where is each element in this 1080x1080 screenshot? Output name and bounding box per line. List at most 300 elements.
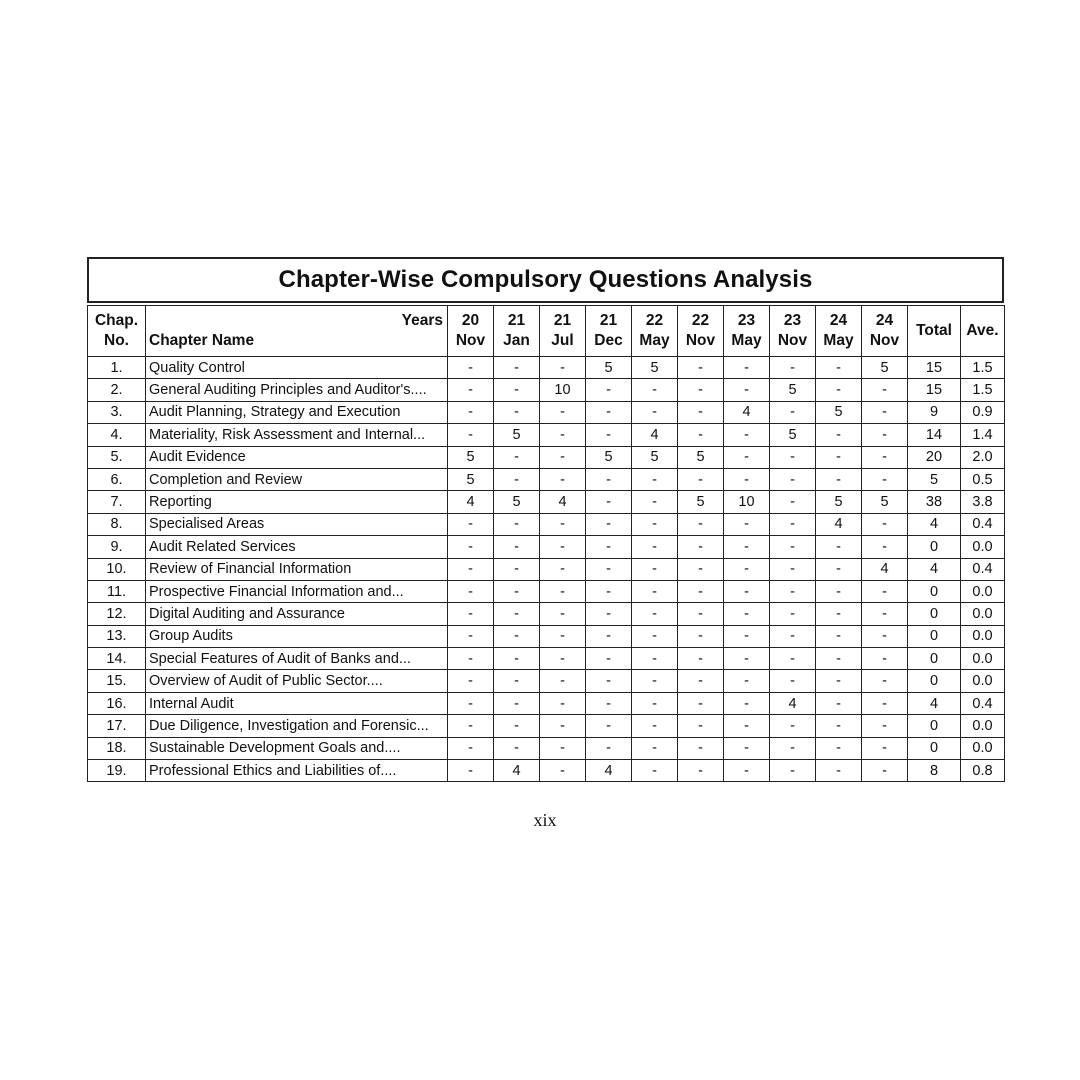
marks-cell: -: [448, 401, 494, 423]
chap-no-header-line-1: Chap.: [94, 312, 139, 329]
marks-cell: -: [448, 692, 494, 714]
marks-cell: -: [448, 760, 494, 782]
marks-cell: 5: [494, 491, 540, 513]
marks-cell: -: [678, 760, 724, 782]
marks-cell: -: [540, 401, 586, 423]
marks-cell: -: [632, 491, 678, 513]
table-row: [88, 737, 1005, 759]
chapter-number-cell: 5.: [88, 446, 146, 468]
marks-cell: -: [678, 625, 724, 647]
marks-cell: -: [816, 670, 862, 692]
marks-cell: -: [586, 401, 632, 423]
table-row: [88, 468, 1005, 490]
session-header: [816, 306, 862, 357]
chapter-name-cell: Due Diligence, Investigation and Forensic...: [146, 715, 448, 737]
marks-cell: -: [678, 424, 724, 446]
total-cell: 8: [908, 760, 961, 782]
marks-cell: 4: [632, 424, 678, 446]
total-header: Total: [908, 306, 961, 357]
marks-cell: 10: [724, 491, 770, 513]
marks-cell: -: [586, 536, 632, 558]
marks-cell: 5: [632, 357, 678, 379]
table-row: [88, 401, 1005, 423]
table-row: [88, 446, 1005, 468]
session-header: [724, 306, 770, 357]
total-cell: 0: [908, 670, 961, 692]
marks-cell: -: [724, 580, 770, 602]
marks-cell: -: [862, 670, 908, 692]
marks-cell: -: [448, 603, 494, 625]
marks-cell: -: [540, 670, 586, 692]
marks-cell: -: [494, 468, 540, 490]
marks-cell: -: [816, 468, 862, 490]
page-number: xix: [533, 810, 557, 830]
marks-cell: 4: [540, 491, 586, 513]
chapter-name-cell: General Auditing Principles and Auditor's....: [146, 379, 448, 401]
table-row: [88, 491, 1005, 513]
marks-cell: -: [724, 648, 770, 670]
marks-cell: -: [632, 513, 678, 535]
marks-cell: 5: [586, 446, 632, 468]
marks-cell: -: [540, 603, 586, 625]
total-cell: 15: [908, 379, 961, 401]
marks-cell: 5: [448, 468, 494, 490]
table-row: [88, 692, 1005, 714]
marks-cell: -: [678, 558, 724, 580]
chapter-name-cell: Completion and Review: [146, 468, 448, 490]
marks-cell: -: [724, 603, 770, 625]
marks-cell: -: [632, 379, 678, 401]
marks-cell: -: [494, 379, 540, 401]
average-cell: 0.5: [961, 468, 1005, 490]
marks-cell: -: [632, 715, 678, 737]
total-cell: 0: [908, 648, 961, 670]
chapter-number-cell: 11.: [88, 580, 146, 602]
marks-cell: -: [816, 648, 862, 670]
marks-cell: -: [862, 468, 908, 490]
marks-cell: -: [494, 715, 540, 737]
marks-cell: -: [862, 513, 908, 535]
marks-cell: 5: [678, 446, 724, 468]
marks-cell: -: [678, 401, 724, 423]
chapter-name-header: [146, 306, 448, 357]
marks-cell: -: [770, 670, 816, 692]
marks-cell: -: [678, 692, 724, 714]
average-cell: 0.8: [961, 760, 1005, 782]
table-row: [88, 648, 1005, 670]
marks-cell: -: [678, 715, 724, 737]
marks-cell: -: [678, 357, 724, 379]
marks-cell: -: [678, 670, 724, 692]
marks-cell: -: [678, 513, 724, 535]
marks-cell: -: [448, 357, 494, 379]
marks-cell: -: [540, 357, 586, 379]
marks-cell: -: [632, 401, 678, 423]
marks-cell: -: [586, 737, 632, 759]
chapter-number-cell: 14.: [88, 648, 146, 670]
marks-cell: -: [862, 692, 908, 714]
session-year: 21: [553, 312, 572, 329]
marks-cell: -: [540, 446, 586, 468]
marks-cell: -: [816, 446, 862, 468]
average-cell: 0.9: [961, 401, 1005, 423]
marks-cell: -: [816, 737, 862, 759]
average-cell: 0.0: [961, 536, 1005, 558]
marks-cell: 4: [494, 760, 540, 782]
table-row: [88, 357, 1005, 379]
chapter-name-cell: Materiality, Risk Assessment and Internal...: [146, 424, 448, 446]
marks-cell: -: [586, 580, 632, 602]
marks-cell: -: [494, 513, 540, 535]
chapter-name-cell: Reporting: [146, 491, 448, 513]
marks-cell: 4: [586, 760, 632, 782]
marks-cell: -: [816, 424, 862, 446]
marks-cell: -: [770, 357, 816, 379]
average-cell: 0.4: [961, 513, 1005, 535]
table-row: [88, 580, 1005, 602]
marks-cell: -: [724, 715, 770, 737]
total-cell: 0: [908, 580, 961, 602]
marks-cell: -: [586, 670, 632, 692]
marks-cell: -: [632, 737, 678, 759]
total-cell: 0: [908, 625, 961, 647]
marks-cell: -: [678, 648, 724, 670]
marks-cell: -: [586, 558, 632, 580]
session-year: 23: [737, 312, 756, 329]
chapter-number-cell: 18.: [88, 737, 146, 759]
marks-cell: -: [678, 379, 724, 401]
average-cell: 0.0: [961, 670, 1005, 692]
marks-cell: -: [586, 715, 632, 737]
marks-cell: -: [770, 446, 816, 468]
marks-cell: 5: [862, 491, 908, 513]
session-month: Nov: [777, 332, 808, 349]
marks-cell: -: [770, 580, 816, 602]
marks-cell: -: [540, 536, 586, 558]
session-year: 23: [783, 312, 802, 329]
marks-cell: -: [632, 558, 678, 580]
marks-cell: -: [540, 648, 586, 670]
marks-cell: -: [586, 424, 632, 446]
marks-cell: -: [816, 536, 862, 558]
marks-cell: -: [448, 513, 494, 535]
chapter-number-cell: 3.: [88, 401, 146, 423]
marks-cell: -: [586, 491, 632, 513]
marks-cell: -: [632, 468, 678, 490]
chapter-name-cell: Digital Auditing and Assurance: [146, 603, 448, 625]
table-row: [88, 625, 1005, 647]
marks-cell: -: [540, 424, 586, 446]
chapter-number-cell: 1.: [88, 357, 146, 379]
marks-cell: -: [540, 760, 586, 782]
marks-cell: -: [540, 580, 586, 602]
marks-cell: -: [724, 670, 770, 692]
marks-cell: -: [862, 424, 908, 446]
chapter-name-cell: Internal Audit: [146, 692, 448, 714]
marks-cell: 4: [862, 558, 908, 580]
analysis-document: [87, 257, 1004, 782]
marks-cell: -: [632, 648, 678, 670]
marks-cell: -: [770, 536, 816, 558]
chapter-name-cell: Sustainable Development Goals and....: [146, 737, 448, 759]
marks-cell: -: [494, 401, 540, 423]
marks-cell: -: [448, 424, 494, 446]
marks-cell: -: [724, 513, 770, 535]
marks-cell: -: [586, 692, 632, 714]
total-cell: 4: [908, 558, 961, 580]
marks-cell: 4: [816, 513, 862, 535]
session-month: Nov: [685, 332, 716, 349]
marks-cell: -: [540, 558, 586, 580]
marks-cell: -: [632, 692, 678, 714]
average-cell: 0.0: [961, 625, 1005, 647]
table-row: [88, 760, 1005, 782]
marks-cell: -: [448, 625, 494, 647]
session-year: 24: [829, 312, 848, 329]
marks-cell: -: [494, 580, 540, 602]
marks-cell: -: [632, 625, 678, 647]
average-cell: 0.0: [961, 648, 1005, 670]
marks-cell: -: [816, 379, 862, 401]
marks-cell: 4: [448, 491, 494, 513]
marks-cell: -: [586, 625, 632, 647]
marks-cell: -: [448, 536, 494, 558]
average-cell: 1.5: [961, 357, 1005, 379]
marks-cell: -: [862, 580, 908, 602]
chapter-number-cell: 12.: [88, 603, 146, 625]
total-cell: 5: [908, 468, 961, 490]
marks-cell: -: [770, 715, 816, 737]
session-year: 21: [599, 312, 618, 329]
chapter-name-cell: Quality Control: [146, 357, 448, 379]
marks-cell: -: [816, 558, 862, 580]
marks-cell: -: [586, 603, 632, 625]
marks-cell: 5: [632, 446, 678, 468]
marks-cell: 10: [540, 379, 586, 401]
marks-cell: -: [724, 357, 770, 379]
marks-cell: 5: [448, 446, 494, 468]
average-header: Ave.: [961, 306, 1005, 357]
marks-cell: -: [494, 648, 540, 670]
marks-cell: -: [770, 648, 816, 670]
marks-cell: -: [540, 513, 586, 535]
marks-cell: -: [816, 603, 862, 625]
session-header: [678, 306, 724, 357]
table-row: [88, 424, 1005, 446]
marks-cell: -: [862, 737, 908, 759]
marks-cell: -: [770, 558, 816, 580]
total-cell: 0: [908, 603, 961, 625]
marks-cell: -: [540, 737, 586, 759]
chapter-name-cell: Overview of Audit of Public Sector....: [146, 670, 448, 692]
table-header: [88, 306, 1005, 357]
chapter-name-cell: Review of Financial Information: [146, 558, 448, 580]
marks-cell: -: [862, 603, 908, 625]
total-cell: 4: [908, 513, 961, 535]
marks-cell: -: [724, 424, 770, 446]
marks-cell: -: [632, 580, 678, 602]
marks-cell: -: [816, 715, 862, 737]
session-month: Nov: [869, 332, 900, 349]
marks-cell: -: [678, 580, 724, 602]
chap-no-header-line-2: No.: [104, 332, 129, 349]
chapter-number-cell: 4.: [88, 424, 146, 446]
marks-cell: -: [586, 648, 632, 670]
chapter-number-cell: 13.: [88, 625, 146, 647]
marks-cell: -: [862, 715, 908, 737]
chapter-number-cell: 19.: [88, 760, 146, 782]
marks-cell: -: [862, 446, 908, 468]
session-month: Dec: [594, 332, 623, 349]
marks-cell: -: [862, 760, 908, 782]
session-month: May: [823, 332, 854, 349]
table-body: [88, 357, 1005, 782]
chapter-name-cell: Specialised Areas: [146, 513, 448, 535]
average-cell: 0.0: [961, 580, 1005, 602]
total-cell: 9: [908, 401, 961, 423]
marks-cell: -: [632, 760, 678, 782]
average-cell: 2.0: [961, 446, 1005, 468]
marks-cell: 5: [678, 491, 724, 513]
total-cell: 38: [908, 491, 961, 513]
years-label: Years: [401, 312, 443, 329]
average-cell: 0.4: [961, 692, 1005, 714]
marks-cell: 5: [770, 379, 816, 401]
marks-cell: -: [724, 737, 770, 759]
marks-cell: -: [540, 715, 586, 737]
average-cell: 0.0: [961, 737, 1005, 759]
marks-cell: 5: [586, 357, 632, 379]
chapter-number-cell: 6.: [88, 468, 146, 490]
marks-cell: -: [816, 760, 862, 782]
session-year: 21: [507, 312, 526, 329]
marks-cell: -: [816, 580, 862, 602]
average-cell: 0.0: [961, 715, 1005, 737]
marks-cell: -: [494, 670, 540, 692]
marks-cell: -: [586, 379, 632, 401]
marks-cell: 4: [724, 401, 770, 423]
session-month: Jan: [503, 332, 530, 349]
marks-cell: -: [724, 760, 770, 782]
questions-analysis-table: [87, 305, 1005, 782]
marks-cell: -: [448, 558, 494, 580]
marks-cell: -: [494, 737, 540, 759]
session-header: [770, 306, 816, 357]
total-cell: 14: [908, 424, 961, 446]
chapter-name-cell: Audit Evidence: [146, 446, 448, 468]
marks-cell: -: [448, 670, 494, 692]
marks-cell: -: [816, 625, 862, 647]
session-header: [586, 306, 632, 357]
chapter-name-label: Chapter Name: [149, 332, 255, 349]
session-year: 22: [691, 312, 710, 329]
marks-cell: -: [862, 648, 908, 670]
marks-cell: -: [540, 625, 586, 647]
table-row: [88, 558, 1005, 580]
marks-cell: -: [678, 737, 724, 759]
header-row: [88, 306, 1005, 357]
marks-cell: -: [770, 513, 816, 535]
chapter-number-cell: 7.: [88, 491, 146, 513]
chapter-name-cell: Special Features of Audit of Banks and...: [146, 648, 448, 670]
marks-cell: -: [448, 648, 494, 670]
total-cell: 20: [908, 446, 961, 468]
marks-cell: -: [678, 468, 724, 490]
marks-cell: 5: [770, 424, 816, 446]
marks-cell: -: [494, 692, 540, 714]
marks-cell: -: [770, 760, 816, 782]
average-cell: 0.4: [961, 558, 1005, 580]
table-title: Chapter-Wise Compulsory Questions Analysis: [87, 257, 1004, 303]
total-cell: 0: [908, 737, 961, 759]
marks-cell: -: [494, 446, 540, 468]
marks-cell: -: [724, 625, 770, 647]
total-cell: 0: [908, 715, 961, 737]
session-month: Jul: [551, 332, 574, 349]
session-year: 22: [645, 312, 664, 329]
session-month: May: [731, 332, 762, 349]
chapter-number-cell: 8.: [88, 513, 146, 535]
marks-cell: -: [816, 357, 862, 379]
marks-cell: 5: [816, 401, 862, 423]
marks-cell: -: [724, 446, 770, 468]
chapter-name-cell: Audit Planning, Strategy and Execution: [146, 401, 448, 423]
session-month: Nov: [455, 332, 486, 349]
total-cell: 15: [908, 357, 961, 379]
marks-cell: -: [862, 379, 908, 401]
session-header: [540, 306, 586, 357]
table-row: [88, 715, 1005, 737]
total-cell: 0: [908, 536, 961, 558]
average-cell: 0.0: [961, 603, 1005, 625]
table-row: [88, 670, 1005, 692]
marks-cell: 5: [494, 424, 540, 446]
chapter-number-cell: 17.: [88, 715, 146, 737]
marks-cell: -: [724, 379, 770, 401]
marks-cell: -: [448, 715, 494, 737]
marks-cell: -: [540, 468, 586, 490]
session-header: [494, 306, 540, 357]
marks-cell: -: [494, 603, 540, 625]
chapter-number-cell: 15.: [88, 670, 146, 692]
session-year: 20: [461, 312, 480, 329]
average-cell: 1.4: [961, 424, 1005, 446]
marks-cell: -: [770, 468, 816, 490]
marks-cell: -: [494, 625, 540, 647]
marks-cell: -: [770, 401, 816, 423]
chap-no-header: [88, 306, 146, 357]
marks-cell: -: [770, 491, 816, 513]
marks-cell: -: [586, 513, 632, 535]
table-row: [88, 536, 1005, 558]
chapter-number-cell: 2.: [88, 379, 146, 401]
chapter-name-cell: Group Audits: [146, 625, 448, 647]
chapter-number-cell: 10.: [88, 558, 146, 580]
marks-cell: -: [724, 536, 770, 558]
marks-cell: -: [770, 625, 816, 647]
marks-cell: 5: [862, 357, 908, 379]
marks-cell: -: [632, 536, 678, 558]
marks-cell: 5: [816, 491, 862, 513]
marks-cell: -: [770, 603, 816, 625]
marks-cell: -: [586, 468, 632, 490]
marks-cell: -: [540, 692, 586, 714]
table-row: [88, 379, 1005, 401]
marks-cell: -: [632, 603, 678, 625]
table-row: [88, 603, 1005, 625]
chapter-number-cell: 16.: [88, 692, 146, 714]
marks-cell: -: [494, 558, 540, 580]
